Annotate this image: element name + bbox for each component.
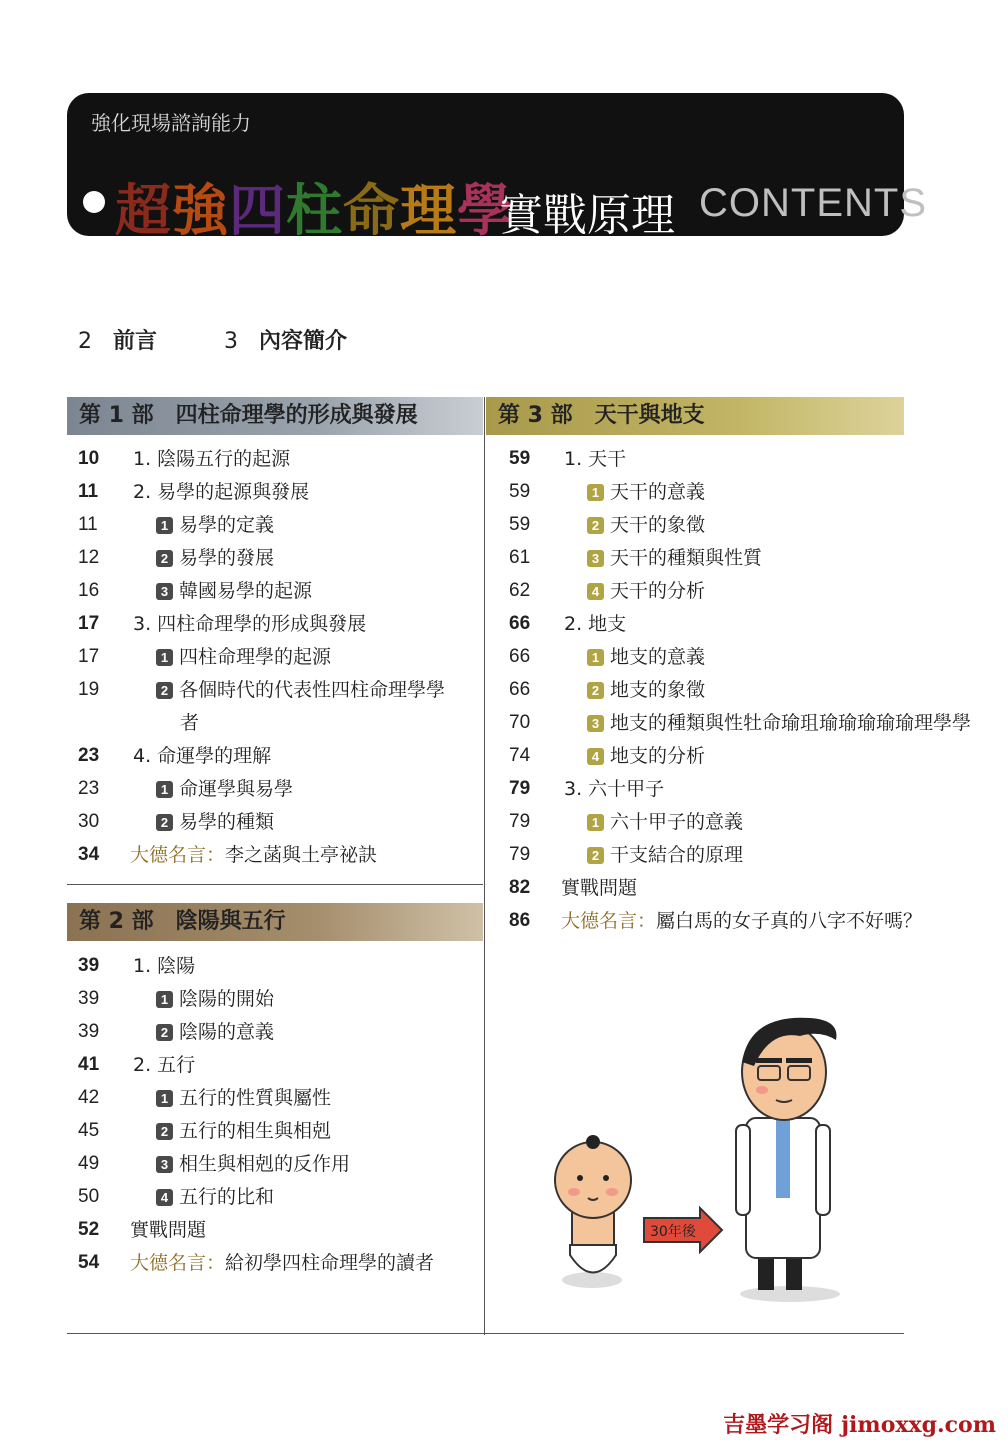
- toc-title: 陰陽的開始: [179, 988, 275, 1010]
- toc-entry-text: [564, 773, 664, 805]
- toc-title: 實戰問題: [130, 1219, 207, 1241]
- arrow-icon: [644, 1208, 722, 1252]
- toc-entry-text: [587, 476, 705, 508]
- number-badge-icon: 3: [156, 1156, 173, 1173]
- part3-header: [486, 397, 904, 435]
- intro-links: [78, 324, 407, 355]
- toc-title: 2. 易學的起源與發展: [133, 481, 310, 503]
- toc-title: 陰陽的意義: [179, 1021, 275, 1043]
- toc-title: 屬白馬的女子真的八字不好嗎？: [656, 910, 923, 932]
- intro-page: 2: [78, 329, 92, 354]
- toc-entry-text: [561, 872, 637, 904]
- toc-entry-text: [587, 740, 705, 772]
- toc-page-number: 70: [509, 712, 531, 733]
- toc-page-number: 62: [509, 580, 531, 601]
- toc-entry[interactable]: [78, 1115, 478, 1147]
- toc-entry-text: [133, 443, 290, 475]
- bullet-dot-icon: [83, 191, 105, 213]
- number-badge-icon: 2: [156, 682, 173, 699]
- toc-entry[interactable]: [509, 839, 1008, 871]
- title-char: 命: [343, 179, 400, 244]
- column-divider: [484, 397, 485, 1335]
- toc-entry-text: [587, 674, 705, 706]
- number-badge-icon: 1: [156, 781, 173, 798]
- toc-entry[interactable]: [78, 509, 478, 541]
- toc-page-number: 39: [78, 955, 100, 976]
- toc-page-number: 66: [509, 613, 531, 634]
- toc-title: 2. 五行: [133, 1054, 196, 1076]
- toc-page-number: 11: [78, 481, 99, 502]
- toc-entry[interactable]: [78, 773, 478, 805]
- toc-title: 天干的象徵: [610, 514, 706, 536]
- toc-entry[interactable]: [509, 641, 1008, 673]
- toc-entry[interactable]: [78, 575, 478, 607]
- number-badge-icon: 2: [587, 847, 604, 864]
- number-badge-icon: 2: [587, 517, 604, 534]
- toc-entry-text: [133, 1049, 195, 1081]
- quote-prefix: 大德名言：: [561, 910, 657, 932]
- toc-title: 者: [180, 712, 200, 734]
- toc-entry[interactable]: [78, 641, 478, 673]
- toc-title: 命運學與易學: [179, 778, 294, 800]
- toc-page-number: 52: [78, 1219, 100, 1240]
- toc-entry-text: [587, 839, 743, 871]
- toc-entry[interactable]: [509, 476, 1008, 508]
- title-char: 超: [115, 179, 172, 244]
- toc-title: 1. 陰陽: [133, 955, 196, 977]
- toc-page-number: 12: [78, 547, 100, 568]
- toc-title: 李之菡與土亭祕訣: [225, 844, 378, 866]
- toc-title: 易學的發展: [179, 547, 275, 569]
- toc-entry[interactable]: [78, 740, 478, 772]
- toc-entry[interactable]: [78, 950, 478, 982]
- toc-entry[interactable]: [509, 905, 1008, 937]
- toc-entry-text: [561, 905, 922, 937]
- toc-title: 天干的種類與性質: [610, 547, 763, 569]
- toc-title: 相生與相剋的反作用: [179, 1153, 351, 1175]
- toc-page-number: 17: [78, 646, 100, 667]
- toc-page-number: 79: [509, 778, 531, 799]
- toc-entry[interactable]: [78, 1247, 478, 1279]
- arrow-label: 30年後: [650, 1224, 696, 1240]
- quote-prefix: 大德名言：: [130, 1252, 226, 1274]
- toc-title: 2. 地支: [564, 613, 627, 635]
- toc-title: 3. 四柱命理學的形成與發展: [133, 613, 367, 635]
- toc-entry-text: [130, 839, 377, 871]
- doctor-baby-illustration: [540, 1000, 860, 1310]
- intro-summary-link[interactable]: 內容簡介: [259, 329, 348, 354]
- number-badge-icon: 1: [587, 649, 604, 666]
- toc-title: 地支的象徵: [610, 679, 706, 701]
- toc-entry[interactable]: [509, 674, 1008, 706]
- toc-entry-text: [156, 983, 274, 1015]
- toc-page-number: 59: [509, 514, 531, 535]
- toc-title: 五行的性質與屬性: [179, 1087, 332, 1109]
- title-char: 四: [229, 179, 286, 244]
- intro-page: 3: [224, 329, 239, 354]
- number-badge-icon: 1: [156, 1090, 173, 1107]
- toc-title: 地支的分析: [610, 745, 706, 767]
- number-badge-icon: 3: [156, 583, 173, 600]
- number-badge-icon: 1: [156, 517, 173, 534]
- toc-entry[interactable]: [78, 476, 478, 508]
- toc-entry[interactable]: [78, 608, 478, 640]
- title-char: 強: [172, 179, 229, 244]
- toc-title: 4. 命運學的理解: [133, 745, 272, 767]
- toc-entry-text: [156, 1148, 350, 1180]
- toc-entry[interactable]: [78, 443, 478, 475]
- toc-page-number: 86: [509, 910, 531, 931]
- toc-entry-text: [156, 509, 274, 541]
- toc-entry-text: [564, 443, 626, 475]
- toc-title: 3. 六十甲子: [564, 778, 665, 800]
- toc-entry[interactable]: [78, 1181, 478, 1213]
- number-badge-icon: 2: [587, 682, 604, 699]
- toc-entry[interactable]: [509, 806, 1008, 838]
- toc-entry-text: [156, 674, 445, 706]
- watermark-cn: 吉墨学习阁: [723, 1413, 834, 1438]
- toc-entry-text: [156, 1082, 331, 1114]
- number-badge-icon: 2: [156, 1024, 173, 1041]
- toc-page-number: 59: [509, 448, 531, 469]
- title-banner: [67, 93, 927, 244]
- toc-entry[interactable]: [509, 707, 1008, 739]
- intro-preface-link[interactable]: 前言: [113, 329, 158, 354]
- toc-entry-text: [587, 641, 705, 673]
- toc-entry-text: [156, 1115, 331, 1147]
- toc-page-number: 79: [509, 811, 531, 832]
- toc-entry[interactable]: [78, 1148, 478, 1180]
- toc-entry-text: [587, 575, 705, 607]
- toc-page-number: 39: [78, 988, 100, 1009]
- toc-page-number: 11: [78, 514, 98, 535]
- part2-title: 第 2 部 陰陽與五行: [79, 909, 286, 934]
- toc-entry-text: [130, 1214, 206, 1246]
- part2-header: [67, 903, 483, 941]
- toc-entry-text: [130, 1247, 434, 1279]
- part3-title: 第 3 部 天干與地支: [498, 403, 705, 428]
- toc-entry-text: [587, 707, 971, 739]
- number-badge-icon: 1: [156, 649, 173, 666]
- toc-title: 1. 陰陽五行的起源: [133, 448, 291, 470]
- toc-entry-text: [564, 608, 626, 640]
- toc-page-number: 10: [78, 448, 100, 469]
- toc-page-number: 82: [509, 877, 531, 898]
- section-divider: [67, 884, 483, 885]
- number-badge-icon: 1: [587, 814, 604, 831]
- number-badge-icon: 4: [156, 1189, 173, 1206]
- watermark-en: jimoxxg.com: [841, 1412, 996, 1438]
- toc-page-number: 23: [78, 745, 100, 766]
- toc-title: 天干的分析: [610, 580, 706, 602]
- toc-entry-text: [156, 542, 274, 574]
- toc-entry-text: [587, 509, 705, 541]
- toc-entry-text: [156, 773, 293, 805]
- footer-divider: [67, 1333, 904, 1334]
- toc-title: 1. 天干: [564, 448, 627, 470]
- number-badge-icon: 4: [587, 748, 604, 765]
- toc-page-number: 66: [509, 679, 531, 700]
- toc-entry[interactable]: [78, 806, 478, 838]
- number-badge-icon: 2: [156, 814, 173, 831]
- toc-entry[interactable]: [78, 674, 478, 706]
- toc-entry[interactable]: [509, 443, 1008, 475]
- title-char: 理: [400, 179, 457, 244]
- toc-entry-text: [133, 740, 271, 772]
- toc-entry[interactable]: [509, 740, 1008, 772]
- toc-entry-text: [133, 476, 309, 508]
- toc-entry-text: [133, 950, 195, 982]
- toc-page-number: 61: [509, 547, 531, 568]
- toc-page-number: 50: [78, 1186, 100, 1207]
- toc-page-number: 42: [78, 1087, 100, 1108]
- toc-entry[interactable]: [78, 1214, 478, 1246]
- number-badge-icon: 3: [587, 550, 604, 567]
- toc-page-number: 17: [78, 613, 100, 634]
- number-badge-icon: 1: [587, 484, 604, 501]
- number-badge-icon: 2: [156, 550, 173, 567]
- toc-title: 地支的種類與性牡命瑜珇瑜瑜瑜瑜瑜理學學: [610, 712, 972, 734]
- toc-entry[interactable]: [78, 839, 478, 871]
- quote-prefix: 大德名言：: [130, 844, 226, 866]
- number-badge-icon: 4: [587, 583, 604, 600]
- part1-header: [67, 397, 483, 435]
- toc-entry[interactable]: [78, 1016, 478, 1048]
- toc-entry[interactable]: [78, 707, 478, 739]
- toc-title: 五行的比和: [179, 1186, 275, 1208]
- toc-title: 各個時代的代表性四柱命理學學: [179, 679, 446, 701]
- toc-page-number: 16: [78, 580, 100, 601]
- toc-page-number: 59: [509, 481, 531, 502]
- title-char: 柱: [286, 179, 343, 244]
- toc-page-number: 19: [78, 679, 100, 700]
- number-badge-icon: 3: [587, 715, 604, 732]
- toc-page-number: 45: [78, 1120, 100, 1141]
- toc-entry[interactable]: [509, 872, 1008, 904]
- toc-page-number: 41: [78, 1054, 100, 1075]
- number-badge-icon: 1: [156, 991, 173, 1008]
- toc-entry-text: [156, 806, 274, 838]
- toc-entry-text: [156, 1016, 274, 1048]
- toc-page-number: 23: [78, 778, 100, 799]
- toc-page-number: 74: [509, 745, 531, 766]
- number-badge-icon: 2: [156, 1123, 173, 1140]
- toc-title: 天干的意義: [610, 481, 706, 503]
- toc-entry[interactable]: [509, 542, 1008, 574]
- baby-figure: [555, 1135, 631, 1288]
- toc-page-number: 39: [78, 1021, 100, 1042]
- contents-label: CONTENTS: [699, 181, 927, 225]
- toc-entry[interactable]: [509, 608, 1008, 640]
- book-subtitle: 實戰原理: [499, 190, 675, 241]
- toc-title: 六十甲子的意義: [610, 811, 744, 833]
- toc-entry-text: [156, 575, 312, 607]
- title-char: 學: [457, 179, 514, 244]
- toc-entry[interactable]: [78, 1082, 478, 1114]
- toc-page-number: 79: [509, 844, 531, 865]
- toc-page-number: 49: [78, 1153, 100, 1174]
- part1-title: 第 1 部 四柱命理學的形成與發展: [79, 403, 418, 428]
- toc-title: 四柱命理學的起源: [179, 646, 332, 668]
- toc-entry[interactable]: [509, 773, 1008, 805]
- toc-page-number: 30: [78, 811, 100, 832]
- toc-entry-text: [587, 806, 743, 838]
- toc-entry-text: [156, 1181, 274, 1213]
- toc-entry-text: [156, 641, 331, 673]
- toc-entry-text: [587, 542, 762, 574]
- toc-title: 五行的相生與相剋: [179, 1120, 332, 1142]
- toc-title: 易學的定義: [179, 514, 275, 536]
- book-title: [115, 167, 514, 247]
- toc-entry[interactable]: [509, 575, 1008, 607]
- toc-title: 實戰問題: [561, 877, 638, 899]
- toc-entry-text: [180, 707, 199, 739]
- toc-entry[interactable]: [78, 983, 478, 1015]
- toc-page-number: 54: [78, 1252, 100, 1273]
- toc-entry[interactable]: [78, 1049, 478, 1081]
- toc-entry[interactable]: [509, 509, 1008, 541]
- toc-entry[interactable]: [78, 542, 478, 574]
- toc-title: 易學的種類: [179, 811, 275, 833]
- toc-entry-text: [133, 608, 366, 640]
- toc-page-number: 34: [78, 844, 100, 865]
- toc-title: 干支結合的原理: [610, 844, 744, 866]
- toc-title: 韓國易學的起源: [179, 580, 313, 602]
- doctor-figure: [736, 1018, 840, 1302]
- watermark: [723, 1408, 996, 1439]
- banner-tagline: 強化現場諮詢能力: [91, 111, 251, 135]
- toc-title: 地支的意義: [610, 646, 706, 668]
- toc-page-number: 66: [509, 646, 531, 667]
- toc-title: 給初學四柱命理學的讀者: [225, 1252, 435, 1274]
